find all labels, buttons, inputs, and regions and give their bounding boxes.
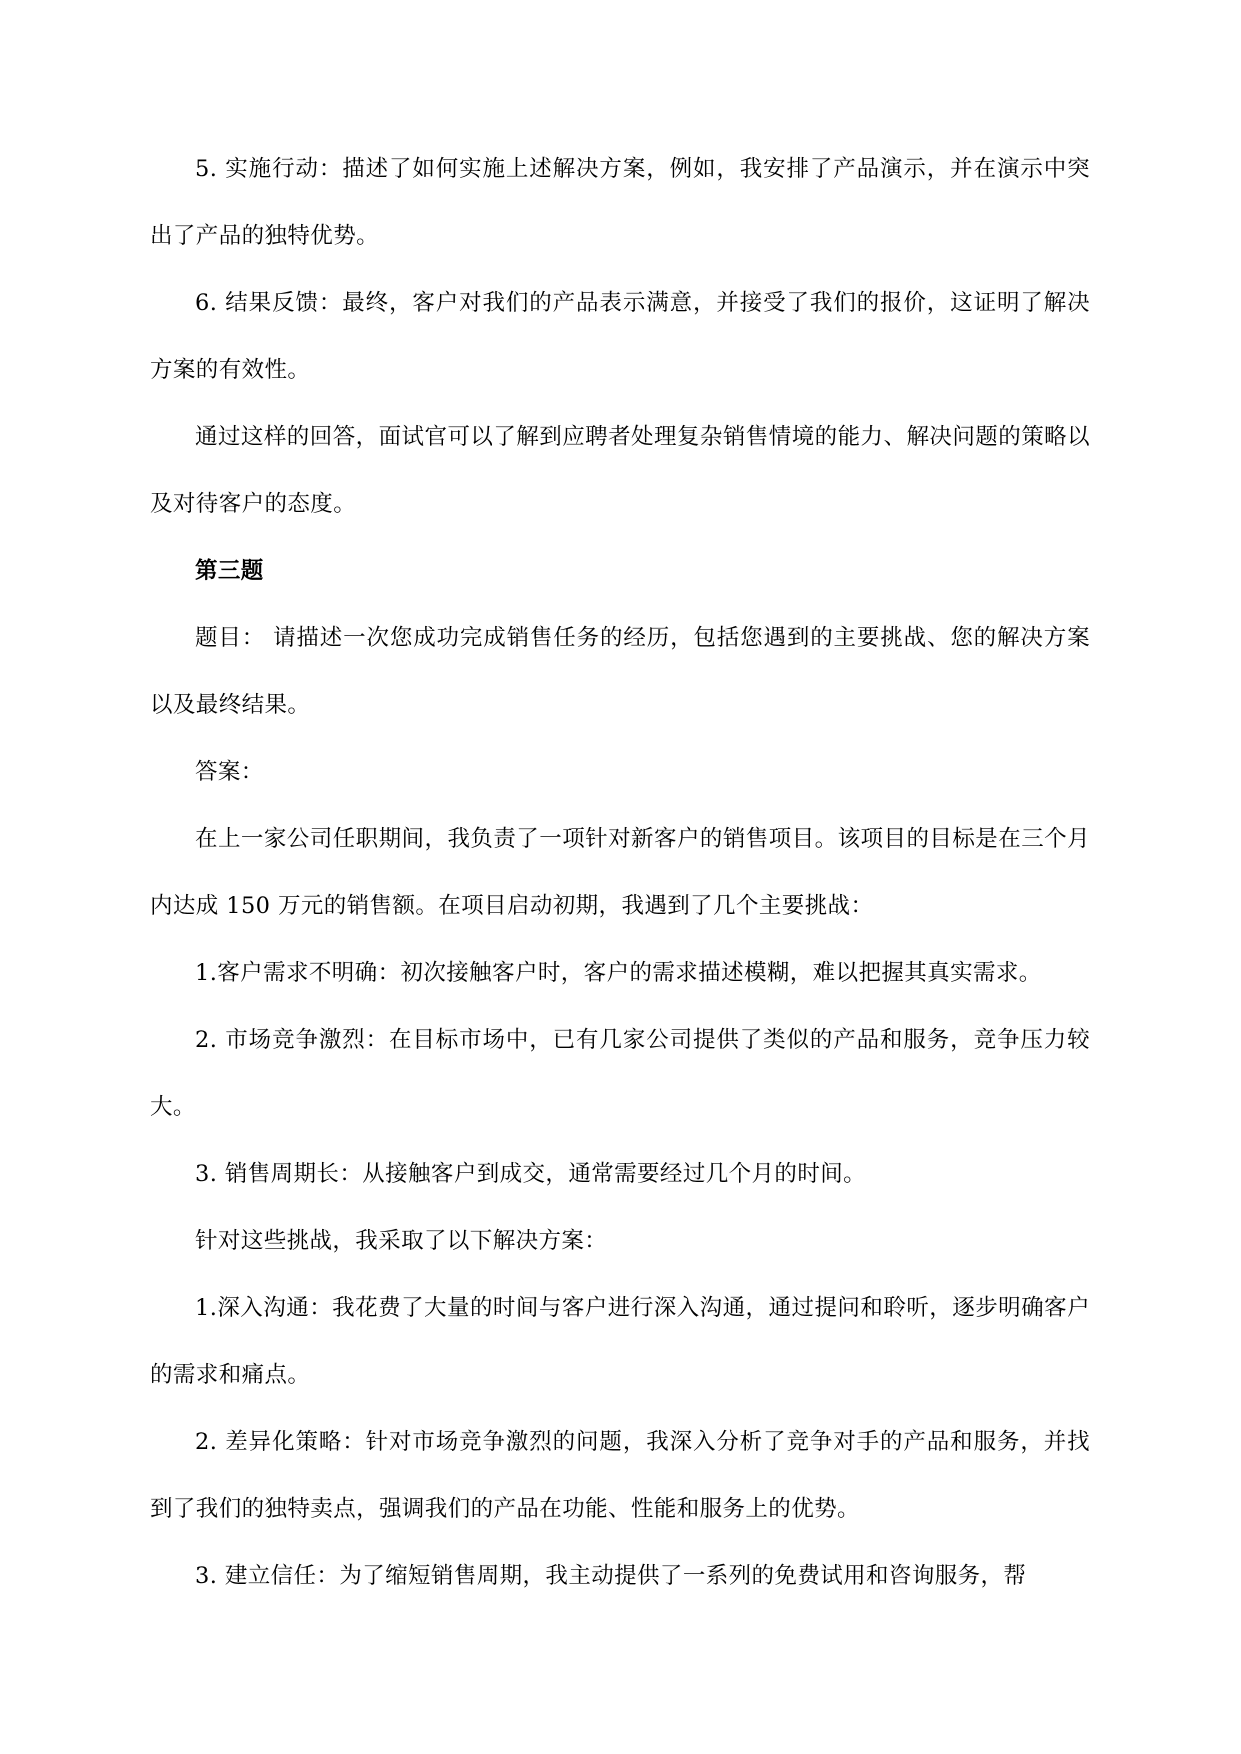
paragraph-challenge-2: 2. 市场竞争激烈：在目标市场中，已有几家公司提供了类似的产品和服务，竞争压力较大。 <box>150 1027 1090 1120</box>
paragraph-result-feedback: 6. 结果反馈：最终，客户对我们的产品表示满意，并接受了我们的报价，这证明了解决方案的有效性。 <box>150 290 1090 383</box>
paragraph-solution-1: 1.深入沟通：我花费了大量的时间与客户进行深入沟通，通过提问和聆听，逐步明确客户的需求和痛点。 <box>150 1295 1090 1388</box>
paragraph-summary: 通过这样的回答，面试官可以了解到应聘者处理复杂销售情境的能力、解决问题的策略以及对待客户的态度。 <box>150 424 1090 517</box>
document-body <box>150 136 1090 1610</box>
paragraph-implementation: 5. 实施行动：描述了如何实施上述解决方案，例如，我安排了产品演示，并在演示中突出了产品的独特优势。 <box>150 156 1090 249</box>
paragraph-question: 题目： 请描述一次您成功完成销售任务的经历，包括您遇到的主要挑战、您的解决方案以及最终结果。 <box>150 625 1090 718</box>
paragraph-challenge-1: 1.客户需求不明确：初次接触客户时，客户的需求描述模糊，难以把握其真实需求。 <box>195 960 1042 986</box>
section-heading-question-3: 第三题 <box>195 558 264 584</box>
paragraph-background: 在上一家公司任职期间，我负责了一项针对新客户的销售项目。该项目的目标是在三个月内达成 150 万元的销售额。在项目启动初期，我遇到了几个主要挑战： <box>150 826 1090 919</box>
paragraph-solution-2: 2. 差异化策略：针对市场竞争激烈的问题，我深入分析了竞争对手的产品和服务，并找到了我们的独特卖点，强调我们的产品在功能、性能和服务上的优势。 <box>150 1429 1090 1522</box>
paragraph-challenge-3: 3. 销售周期长：从接触客户到成交，通常需要经过几个月的时间。 <box>195 1161 867 1187</box>
paragraph-solutions-intro: 针对这些挑战，我采取了以下解决方案： <box>195 1228 608 1254</box>
paragraph-answer-label: 答案： <box>195 759 264 785</box>
paragraph-solution-3: 3. 建立信任：为了缩短销售周期，我主动提供了一系列的免费试用和咨询服务，帮 <box>195 1563 1027 1589</box>
